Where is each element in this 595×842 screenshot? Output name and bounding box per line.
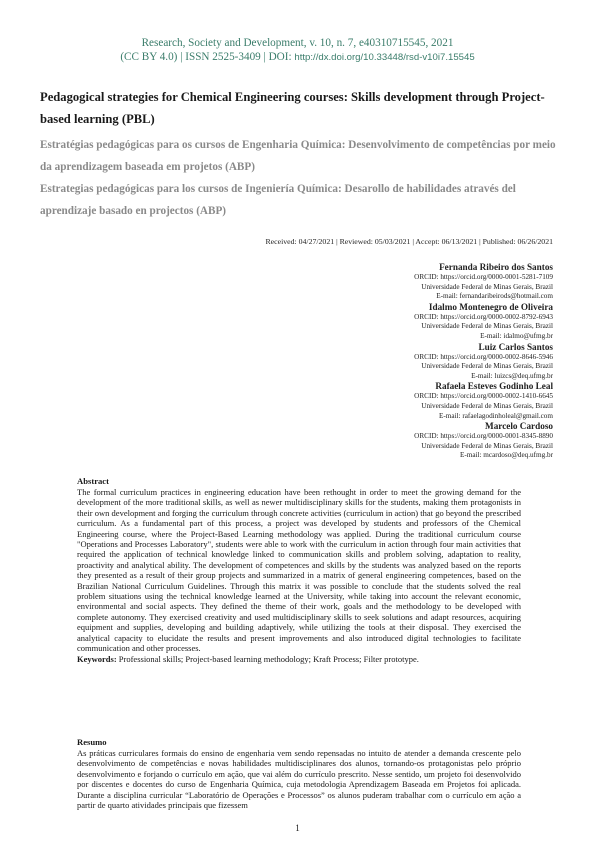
- author-entry: [223, 342, 553, 382]
- abstract-heading: Abstract: [77, 476, 109, 486]
- author-orcid[interactable]: ORCID: https://orcid.org/0000-0002-8792-6943: [414, 312, 553, 321]
- author-name: Fernanda Ribeiro dos Santos: [439, 262, 553, 272]
- page-number: 1: [295, 823, 300, 833]
- article-title-spanish: Estrategias pedagógicas para los cursos de Ingeniería Química: Desarollo de habilidades através del aprendizaje basado en projectos (ABP): [40, 183, 516, 217]
- author-affiliation: Universidade Federal de Minas Gerais, Brazil: [421, 362, 553, 371]
- keywords: [77, 654, 521, 664]
- author-affiliation: Universidade Federal de Minas Gerais, Brazil: [421, 441, 553, 450]
- submission-dates: Received: 04/27/2021 | Reviewed: 05/03/2021 | Accept: 06/13/2021 | Published: 06/26/2021: [265, 237, 553, 246]
- author-orcid[interactable]: ORCID: https://orcid.org/0000-0002-1410-6645: [414, 392, 553, 401]
- journal-header: [0, 36, 595, 65]
- resumo-section: [77, 737, 521, 810]
- author-affiliation: Universidade Federal de Minas Gerais, Brazil: [421, 322, 553, 331]
- author-entry: [223, 262, 553, 302]
- author-affiliation: Universidade Federal de Minas Gerais, Brazil: [421, 282, 553, 291]
- author-email[interactable]: E-mail: idalmo@ufmg.br: [480, 331, 553, 340]
- keywords-text: Professional skills; Project-based learning methodology; Kraft Process; Filter prototype.: [116, 654, 419, 665]
- author-entry: [223, 381, 553, 421]
- author-email[interactable]: E-mail: luizcs@deq.ufmg.br: [471, 371, 553, 380]
- author-email[interactable]: E-mail: rafaelagodinholeal@gmail.com: [439, 411, 553, 420]
- journal-citation: Research, Society and Development, v. 10, n. 7, e40310715545, 2021: [141, 37, 454, 49]
- author-email[interactable]: E-mail: fernandaribeirods@hotmail.com: [436, 292, 553, 301]
- author-name: Idalmo Montenegro de Oliveira: [428, 301, 553, 312]
- author-name: Rafaela Esteves Godinho Leal: [435, 381, 553, 392]
- author-list: [223, 262, 553, 461]
- journal-license-issn-doi: [0, 50, 595, 65]
- author-orcid[interactable]: ORCID: https://orcid.org/0000-0002-8646-5946: [414, 352, 553, 361]
- title-block: [40, 86, 560, 222]
- author-entry: [223, 421, 553, 461]
- article-title-english: Pedagogical strategies for Chemical Engineering courses: Skills development through Project-based learning (PBL): [40, 90, 545, 126]
- author-orcid[interactable]: ORCID: https://orcid.org/0000-0001-8345-8890: [414, 432, 553, 441]
- author-affiliation: Universidade Federal de Minas Gerais, Brazil: [421, 401, 553, 410]
- author-orcid[interactable]: ORCID: https://orcid.org/0000-0001-5281-7109: [414, 273, 553, 281]
- abstract-section: [77, 476, 521, 665]
- doi-link[interactable]: http://dx.doi.org/10.33448/rsd-v10i7.15545: [294, 52, 475, 63]
- resumo-heading: Resumo: [77, 737, 107, 747]
- license-issn-text: (CC BY 4.0) | ISSN 2525-3409 | DOI:: [120, 51, 295, 63]
- abstract-text: The formal curriculum practices in engineering education have been rethought in order to meet the growing demand for the development of the more traditional skills, as well as newer multidisciplinary skills for the students, making them protagonists in their own development and forging the curriculum through concrete activities (curriculum in action) that go beyond the prescribed curriculum. As a fundamental part of this process, a project was developed by students and professors of the Chemical Engineering course, where the Project-Based Learning methodology was applied. During the traditional curriculum course "Operations and Processes Laboratory", students were able to work with the curriculum in action through four main activities that required the application of technical knowledge linked to communication skills and problem solving, adaptation to reality, proactivity and analytical ability. The development of competences and skills by the students was analyzed based on the reports they presented as a result of their group projects and summarized in a matrix of general engineering competences, based on the Brazilian National Curriculum Guidelines. Through this matrix it was possible to conclude that the students solved the real problem situations using the technical knowledge learned at the University, while taking into account the relevant economic, environmental and social aspects. They defined the theme of their work, goals and the methodology to be developed with complete autonomy. They exercised creativity and used multidisciplinary skills to seek solutions and adapt resources, acquiring equipment and supplies, developing and building adaptively, while utilizing the tools at their disposal. They exercised the analytical capacity to elucidate the results and present improvements and also introduced digital technologies to facilitate communication and other processes.: [77, 486, 521, 653]
- author-name: Marcelo Cardoso: [485, 421, 553, 432]
- resumo-text: As práticas curriculares formais do ensino de engenharia vem sendo repensadas no intuito de atender a demanda crescente pelo desenvolvimento de competências e novas habilidades multidisciplinares dos alunos, tornando-os protagonistas pelo próprio desenvolvimento e forjando o currículo em ação, que vai além do currículo prescrito. Nesse sentido, um projeto foi desenvolvido por discentes e docentes do curso de Engenharia Química, cuja metodologia Aprendizagem Baseada em Projetos foi aplicada. Durante a disciplina curricular “Laboratório de Operações e Processos” os alunos puderam trabalhar com o currículo em ação a partir de quarto atividades principais que fizessem: [77, 747, 521, 810]
- author-email[interactable]: E-mail: mcardoso@deq.ufmg.br: [459, 451, 553, 460]
- keywords-label: Keywords:: [77, 654, 117, 665]
- article-title-portuguese: Estratégias pedagógicas para os cursos de Engenharia Química: Desenvolvimento de competências por meio da aprendizagem baseada em projetos (ABP): [40, 139, 556, 173]
- author-entry: [223, 302, 553, 342]
- author-name: Luiz Carlos Santos: [478, 341, 553, 352]
